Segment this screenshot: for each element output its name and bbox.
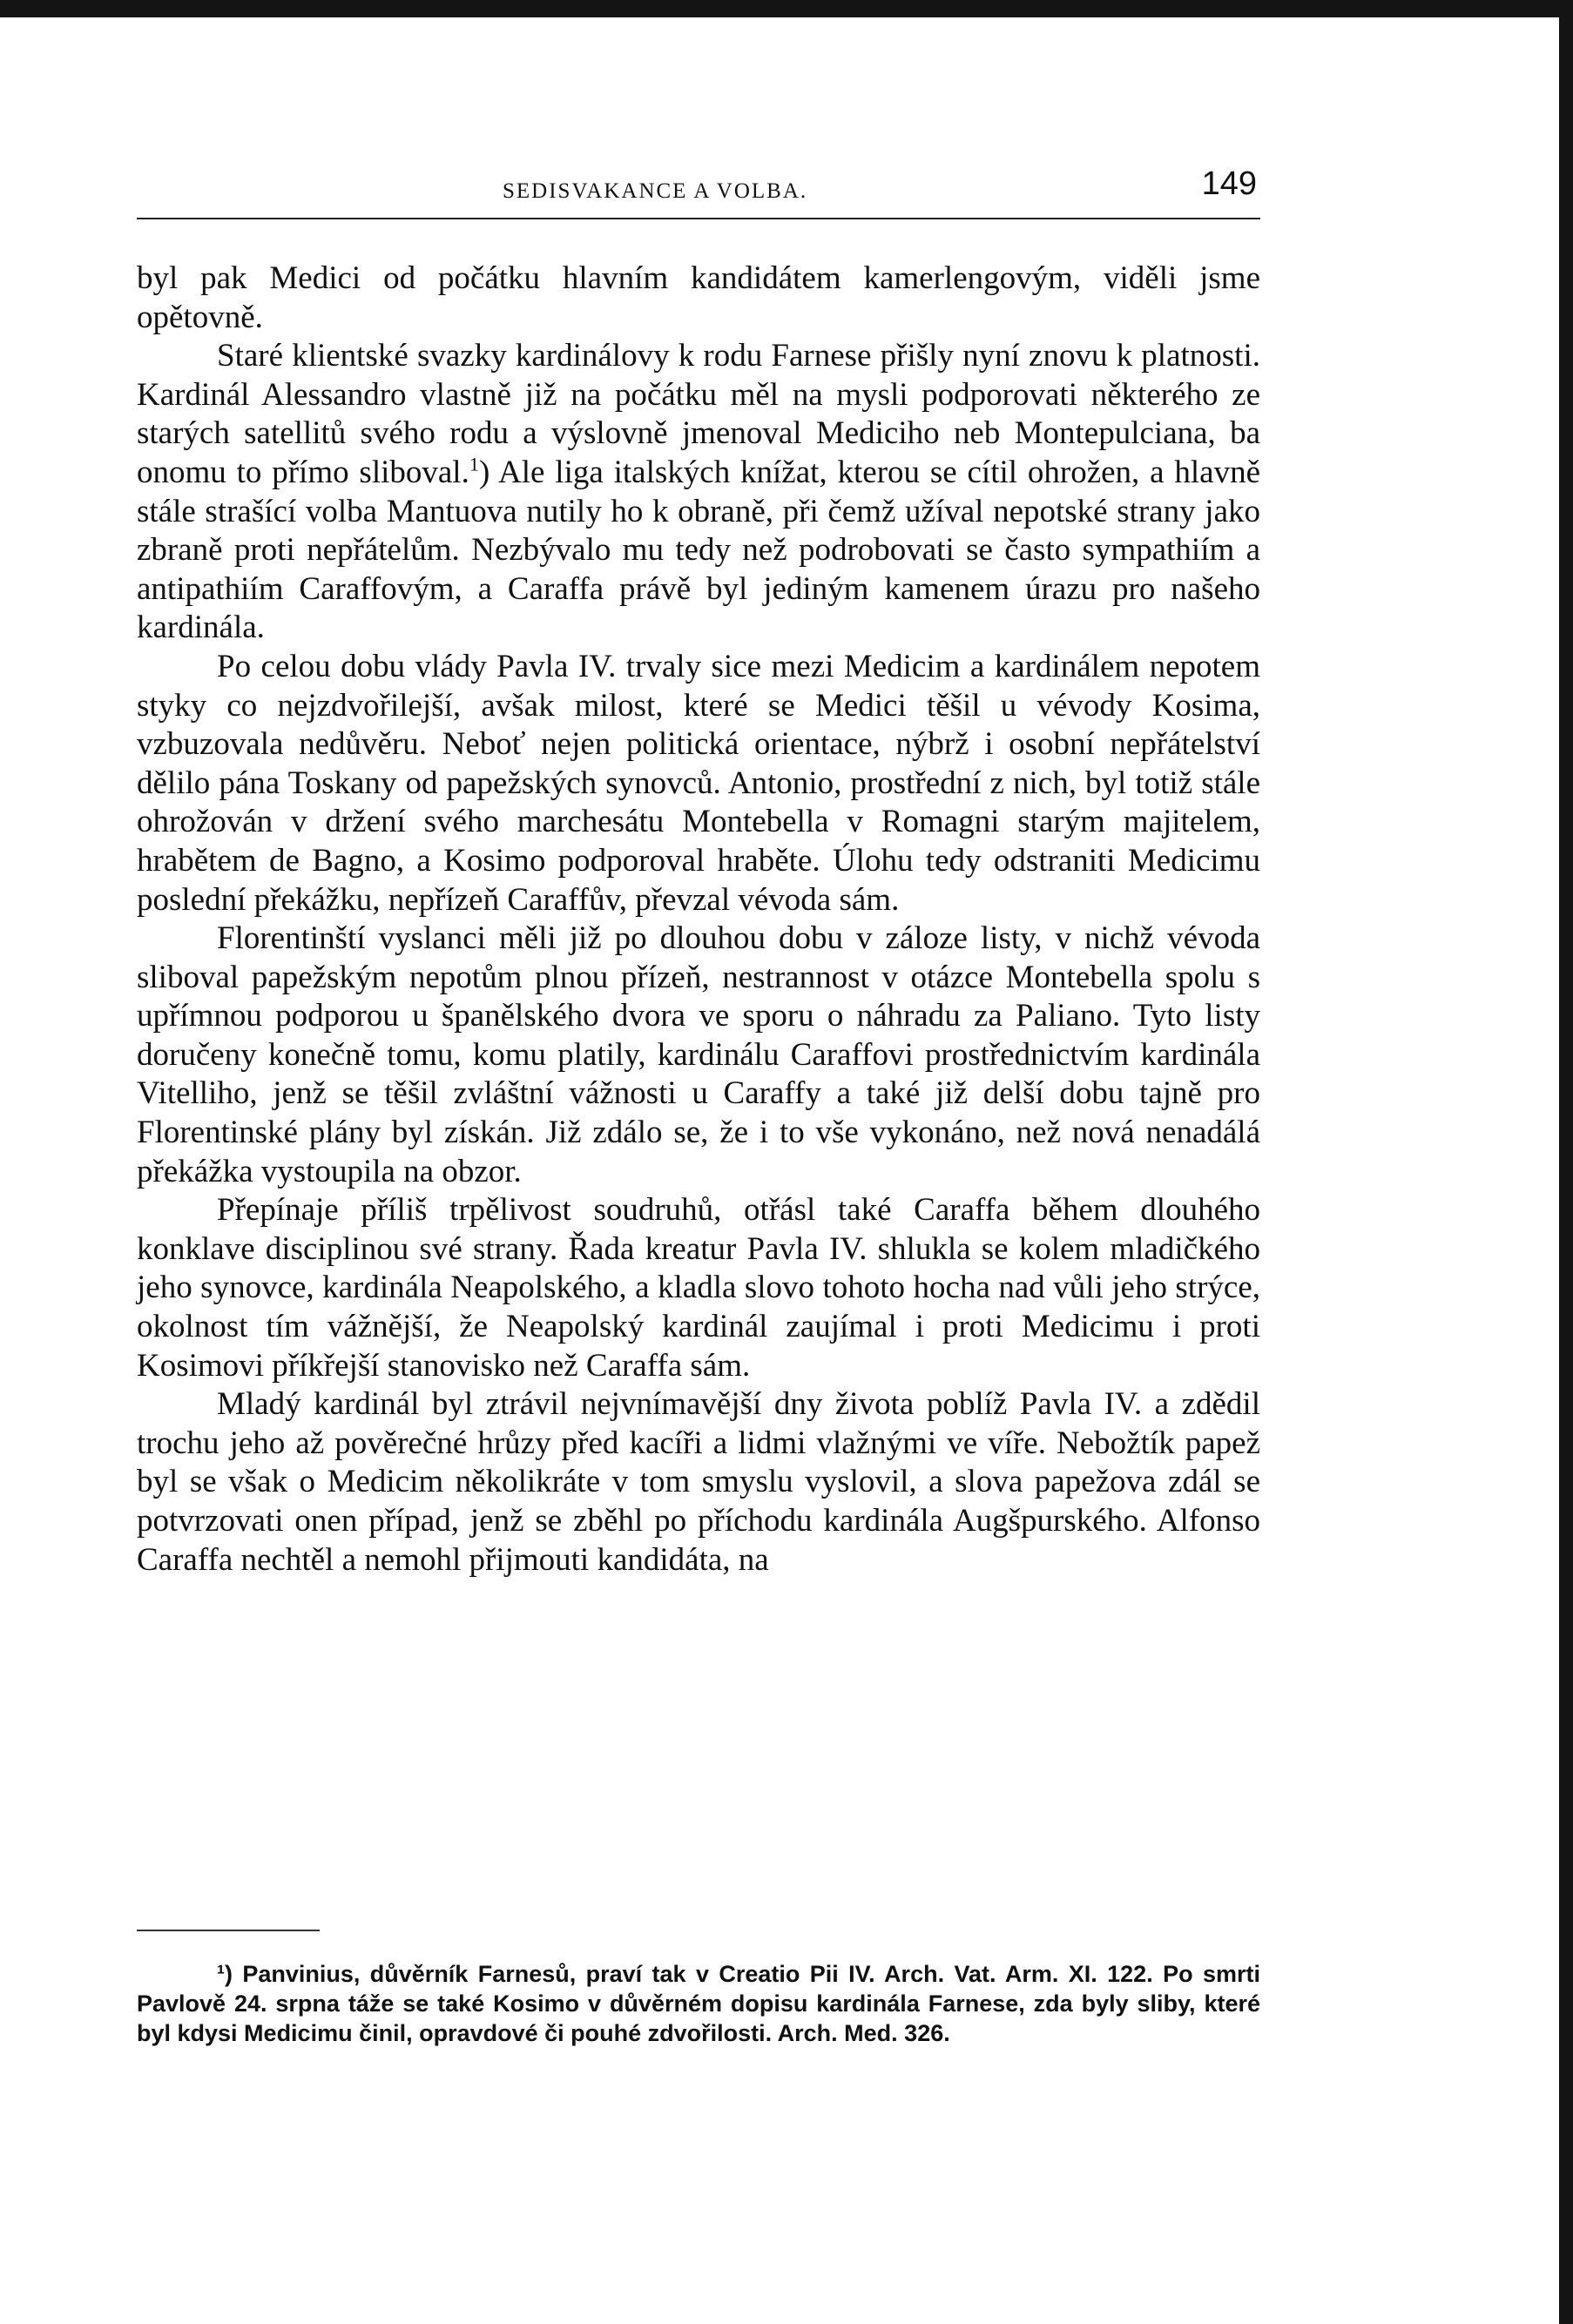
scan-border-top bbox=[0, 0, 1573, 17]
footnote-rule bbox=[137, 1930, 320, 1931]
header-rule bbox=[137, 218, 1260, 219]
paragraph-2-part-b: ) Ale liga italských knížat, kterou se cítil ohrožen, a hlavně stále strašící volba Mantuova nutily ho k obraně, při čemž užíval nepotské strany jako zbraně proti nepřátelům. Nezbývalo mu tedy než podrobovati se často sympathiím a antipathiím Caraffovým, a Caraffa právě byl jediným kamenem úrazu pro našeho kardinála. bbox=[137, 454, 1260, 646]
paragraph-2-part-a: Staré klientské svazky kardinálovy k rodu Farnese přišly nyní znovu k platnosti. Kardinál Alessandro vlastně již na počátku měl na mysli podporovati některého ze starých satellitů svého rodu a výslovně jmenoval Mediciho neb Montepulciana, ba onomu to přímo sliboval. bbox=[137, 338, 1260, 490]
paragraph-2 bbox=[137, 337, 1260, 648]
footnote-text: Panvinius, důvěrník Farnesů, praví tak v Creatio Pii IV. Arch. Vat. Arm. XI. 122. Po smrti Pavlově 24. srpna táže se také Kosimo v důvěrném dopisu kardinála Farnese, zda byly sliby, které byl kdysi Medicimu činil, opravdové či pouhé zdvořilosti. Arch. Med. 326. bbox=[137, 1961, 1260, 2046]
footnote-1 bbox=[137, 1959, 1260, 2048]
paragraph-3: Po celou dobu vlády Pavla IV. trvaly sice mezi Medicim a kardinálem nepotem styky co nejzdvořilejší, avšak milost, které se Medici těšil u vévody Kosima, vzbuzovala nedůvěru. Neboť nejen politická orientace, nýbrž i osobní nepřátelství dělilo pána Toskany od papežských synovců. Antonio, prostřední z nich, byl totiž stále ohrožován v držení svého marchesátu Montebella v Romagni starým majitelem, hrabětem de Bagno, a Kosimo podporoval hraběte. Úlohu tedy odstraniti Medicimu poslední překážku, nepřízeň Caraffův, převzal vévoda sám. bbox=[137, 648, 1260, 918]
footnotes bbox=[137, 1959, 1260, 2048]
body-text bbox=[137, 259, 1260, 1580]
paragraph-6: Mladý kardinál byl ztrávil nejvnímavější dny života poblíž Pavla IV. a zdědil trochu jeho až pověrečné hrůzy před kacíři a lidmi vlažnými ve víře. Nebožtík papež byl se však o Medicim několikráte v tom smyslu vyslovil, a slova papežova zdál se potvrzovati onen případ, jenž se zběhl po příchodu kardinála Augšpurského. Alfonso Caraffa nechtěl a nemohl přijmouti kandidáta, na bbox=[137, 1386, 1260, 1578]
running-head: SEDISVAKANCE A VOLBA. bbox=[503, 179, 808, 203]
footnote-reference: 1 bbox=[469, 453, 479, 475]
book-page bbox=[137, 165, 1260, 2046]
paragraph-1: byl pak Medici od počátku hlavním kandidátem kamerlengovým, viděli jsme opětovně. bbox=[137, 260, 1260, 335]
page-number: 149 bbox=[1201, 165, 1257, 202]
paragraph-5: Přepínaje příliš trpělivost soudruhů, otřásl také Caraffa během dlouhého konklave disciplinou své strany. Řada kreatur Pavla IV. shlukla se kolem mladičkého jeho synovce, kardinála Neapolského, a kladla slovo tohoto hocha nad vůli jeho strýce, okolnost tím vážnější, že Neapolský kardinál zaujímal i proti Medicimu i proti Kosimovi příkřejší stanovisko než Caraffa sám. bbox=[137, 1192, 1260, 1384]
footnote-marker: ¹) bbox=[217, 1961, 233, 1987]
scan-border-right bbox=[1559, 0, 1573, 2324]
paragraph-4: Florentinští vyslanci měli již po dlouhou dobu v záloze listy, v nichž vévoda sliboval papežským nepotům plnou přízeň, nestrannost v otázce Montebella spolu s upřímnou podporou u španělského dvora ve sporu o náhradu za Paliano. Tyto listy doručeny konečně tomu, komu platily, kardinálu Caraffovi prostřednictvím kardinála Vitelliho, jenž se těšil zvláštní vážnosti u Caraffy a také již delší dobu tajně pro Florentinské plány byl získán. Již zdálo se, že i to vše vykonáno, než nová nenadálá překážka vystoupila na obzor. bbox=[137, 920, 1260, 1189]
page-header bbox=[137, 165, 1260, 214]
